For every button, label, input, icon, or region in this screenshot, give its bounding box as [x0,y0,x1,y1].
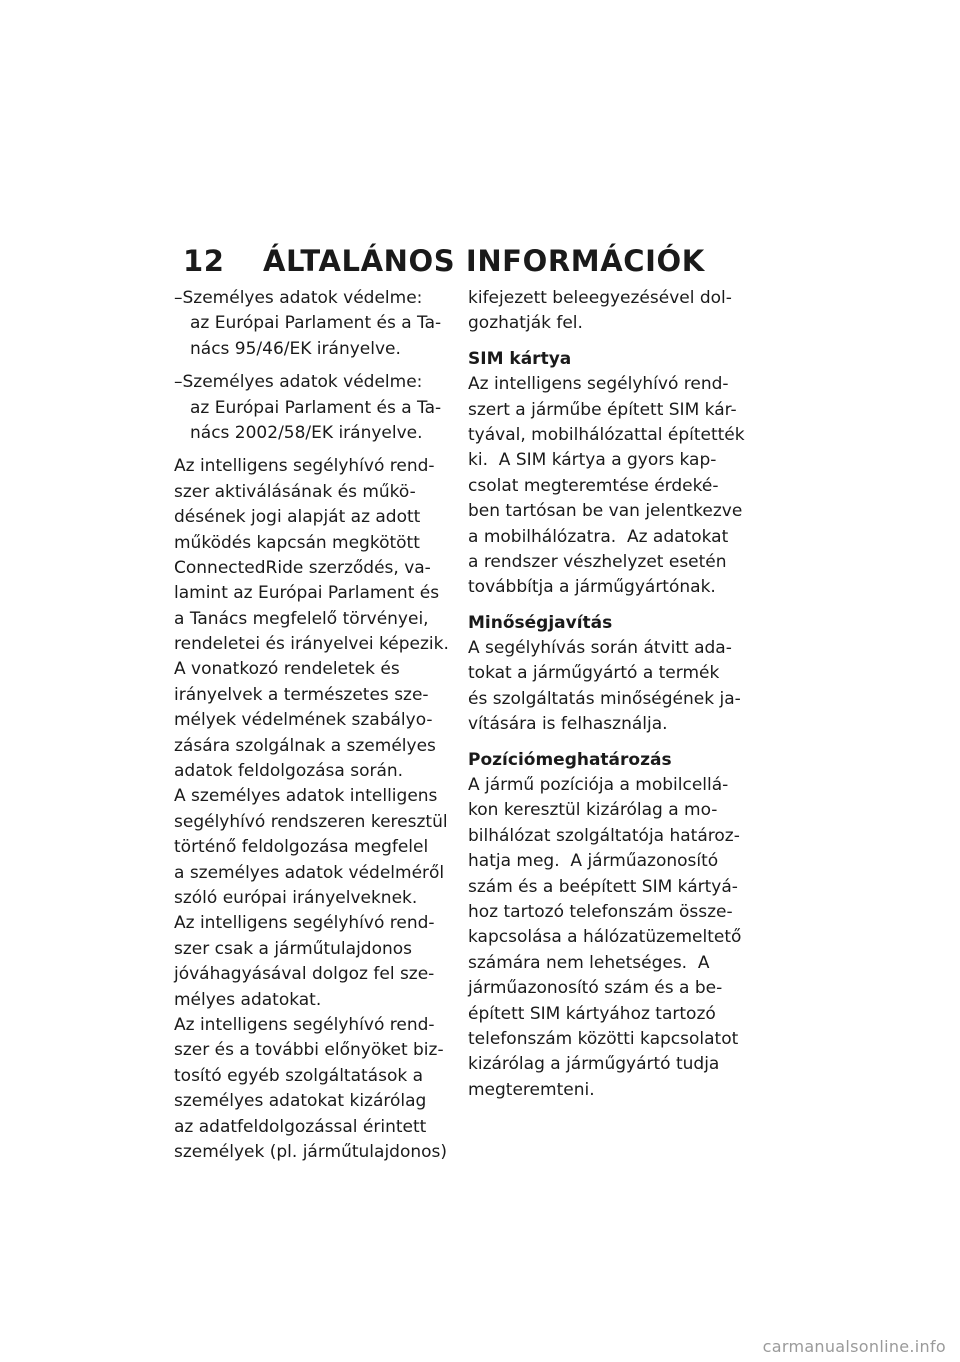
text-line: désének jogi alapját az adott [174,507,421,528]
text-line: A jármű pozíciója a mobilcellá- [468,775,729,796]
text-line: A segélyhívás során átvitt ada- [468,638,732,659]
text-line: gozhatják fel. [468,313,583,334]
text-line: irányelvek a természetes sze- [174,684,429,705]
text-line: hatja meg. A járműazonosító [468,851,719,872]
text-line: csolat megteremtése érdeké- [468,475,719,496]
chapter-title: ÁLTALÁNOS INFORMÁCIÓK [263,244,705,278]
bullet-line: az Európai Parlament és a Ta- [190,397,442,418]
text-line: ki. A SIM kártya a gyors kap- [468,450,717,471]
continued-paragraph [468,286,768,337]
text-line: szer csak a járműtulajdonos [174,938,413,959]
text-line: kifejezett beleegyezésével dol- [468,288,732,308]
text-line: A személyes adatok intelligens [174,786,438,807]
bullet-line: nács 95/46/EK irányelve. [190,338,401,359]
bullet-line: az Európai Parlament és a Ta- [190,313,442,334]
text-line: jóváhagyásával dolgoz fel sze- [174,964,435,985]
bullet-line: –Személyes adatok védelme: [174,288,423,308]
page-title [183,243,705,279]
text-line: szer és a további előnyöket biz- [174,1040,444,1061]
text-line: bilhálózat szolgáltatója határoz- [468,825,740,846]
right-column [468,286,768,1103]
text-line: történő feldolgozása megfelel [174,837,429,858]
text-line: Az intelligens segélyhívó rend- [174,1014,435,1035]
text-line: személyes adatokat kizárólag [174,1091,427,1112]
text-line: Az intelligens segélyhívó rend- [174,913,435,934]
bullet-item [174,370,474,446]
text-line: a Tanács megfelelő törvényei, [174,608,429,629]
text-line: lamint az Európai Parlament és [174,583,440,604]
text-line: továbbítja a járműgyártónak. [468,577,716,598]
body-paragraph [174,911,474,1013]
text-line: szóló európai irányelveknek. [174,887,418,908]
text-line: a mobilhálózatra. Az adatokat [468,526,729,547]
section [468,347,768,601]
text-line: tosító egyéb szolgáltatások a [174,1065,424,1086]
text-line: Az intelligens segélyhívó rend- [174,456,435,477]
left-column [174,286,474,1165]
text-line: rendeletei és irányelvei képezik. [174,634,449,655]
section-heading: Pozíciómeghatározás [468,749,672,770]
text-line: az adatfeldolgozással érintett [174,1116,427,1137]
text-line: személyek (pl. járműtulajdonos) [174,1141,448,1162]
text-line: mélyes adatokat. [174,989,322,1010]
section [468,748,768,1103]
text-line: ConnectedRide szerződés, va- [174,557,431,578]
bullet-line: nács 2002/58/EK irányelve. [190,422,423,443]
text-line: Az intelligens segélyhívó rend- [468,374,729,395]
text-line: ben tartósan be van jelentkezve [468,501,743,522]
text-line: számára nem lehetséges. A [468,952,710,973]
text-line: tokat a járműgyártó a termék [468,663,720,684]
chapter-number: 12 [183,244,225,278]
text-line: a rendszer vészhelyzet esetén [468,551,727,572]
text-line: segélyhívó rendszeren keresztül [174,811,448,832]
text-line: kapcsolása a hálózatüzemeltető [468,927,742,948]
text-line: épített SIM kártyához tartozó [468,1003,716,1024]
text-line: működés kapcsán megkötött [174,532,420,553]
section-heading: Minőségjavítás [468,612,613,633]
text-line: szert a járműbe épített SIM kár- [468,399,737,420]
text-line: szer aktiválásának és műkö- [174,481,416,502]
text-line: tyával, mobilhálózattal építették [468,424,745,445]
text-line: hoz tartozó telefonszám össze- [468,901,733,922]
body-paragraph [174,784,474,911]
body-paragraph [174,454,474,784]
text-line: szám és a beépített SIM kártyá- [468,876,738,897]
body-paragraph [174,1013,474,1165]
text-line: zására szolgálnak a személyes [174,735,436,756]
text-line: járműazonosító szám és a be- [468,978,723,999]
text-line: mélyek védelmének szabályo- [174,710,433,731]
text-line: telefonszám közötti kapcsolatot [468,1028,739,1049]
section [468,611,768,738]
bullet-line: –Személyes adatok védelme: [174,372,423,393]
bullet-item [174,286,474,362]
text-line: vítására is felhasználja. [468,714,668,735]
text-line: kizárólag a járműgyártó tudja [468,1054,720,1075]
text-line: A vonatkozó rendeletek és [174,659,400,680]
text-line: és szolgáltatás minőségének ja- [468,688,741,709]
text-line: adatok feldolgozása során. [174,761,404,782]
footer-watermark: carmanualsonline.info [762,1337,946,1356]
text-line: megteremteni. [468,1079,595,1100]
section-heading: SIM kártya [468,348,572,369]
text-line: a személyes adatok védelméről [174,862,445,883]
text-line: kon keresztül kizárólag a mo- [468,800,718,821]
